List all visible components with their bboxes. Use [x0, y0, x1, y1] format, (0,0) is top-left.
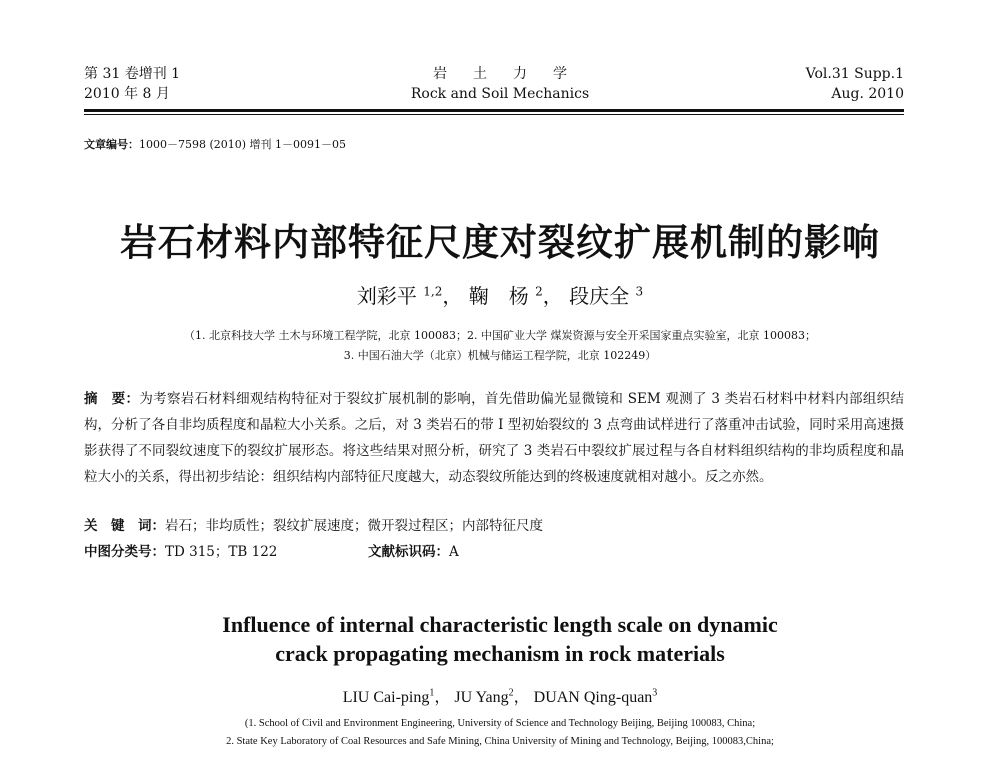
author-name-en: DUAN Qing-quan: [533, 689, 653, 706]
abstract-label: 摘 要：: [84, 391, 140, 407]
authors-en: [0, 684, 1000, 707]
keywords-text: 岩石；非均质性；裂纹扩展速度；微开裂过程区；内部特征尺度: [165, 518, 543, 534]
author-name: 刘彩平: [356, 284, 417, 308]
author-affiliation-mark: 3: [635, 284, 644, 299]
document-code-text: A: [449, 544, 459, 560]
author-name: 鞠 杨: [468, 284, 529, 308]
title-en-line: Influence of internal characteristic length scale on dynamic: [222, 612, 778, 637]
article-number-label: 文章编号：: [84, 138, 139, 151]
affiliations-en: [0, 715, 1000, 751]
affiliations-cn: [0, 326, 1000, 366]
author-separator: ，: [513, 689, 530, 706]
journal-volume-info-en: [806, 64, 904, 104]
author-name-en: LIU Cai-ping: [342, 689, 430, 706]
affiliation-line: 3. 中国石油大学（北京）机械与储运工程学院，北京 102249）: [343, 349, 657, 362]
classification-cn: [84, 540, 277, 560]
author-separator: ，: [442, 284, 463, 308]
journal-volume-info: [84, 64, 180, 104]
journal-name-cn: 岩土力学: [433, 66, 593, 82]
authors-cn: [0, 280, 1000, 309]
volume-issue-en: Vol.31 Supp.1: [805, 66, 904, 82]
journal-name: [360, 64, 640, 104]
paper-title-en: [0, 610, 1000, 668]
abstract-cn: [84, 386, 904, 490]
author-affiliation-mark: 2: [535, 284, 543, 299]
author-affiliation-mark: 3: [652, 687, 658, 699]
author-name: 段庆全: [569, 284, 630, 308]
author-separator: ，: [542, 284, 563, 308]
publication-date-en: Aug. 2010: [831, 86, 904, 102]
author-affiliation-mark: 1,2: [423, 284, 443, 299]
classification-text: TD 315；TB 122: [165, 544, 278, 560]
author-separator: ，: [434, 689, 451, 706]
publication-date: 2010 年 8 月: [84, 86, 170, 102]
author-name-en: JU Yang: [454, 689, 509, 706]
affiliation-line: （1. 北京科技大学 土木与环境工程学院，北京 100083；2. 中国矿业大学 煤炭资源与安全开采国家重点实验室，北京 100083；: [184, 329, 816, 342]
document-code-cn: [368, 540, 459, 560]
affiliation-line-en: 2. State Key Laboratory of Coal Resources and Safe Mining, China University of Mining and Technology, Beijing, 100083,China;: [226, 736, 774, 747]
journal-name-en: Rock and Soil Mechanics: [410, 86, 590, 102]
volume-issue: 第 31 卷增刊 1: [84, 66, 181, 82]
article-number: [84, 136, 346, 152]
keywords-cn: [84, 514, 543, 534]
paper-title-cn: 岩石材料内部特征尺度对裂纹扩展机制的影响: [120, 221, 880, 264]
abstract-text: 为考察岩石材料细观结构特征对于裂纹扩展机制的影响，首先借助偏光显微镜和 SEM 观测了 3 类岩石材料中材料内部组织结构，分析了各自非均质程度和晶粒大小关系。之后，对 3 类岩石的带 I 型初始裂纹的 3 点弯曲试样进行了落重冲击试验，同时采用高速摄影获得了不同裂纹速度下的裂纹扩展形态。将这些结果对照分析，研究了 3 类岩石中裂纹扩展过程与各自材料组织结构的非均质程度和晶粒大小的关系，得出初步结论：组织结构内部特征尺度越大，动态裂纹所能达到的终极速度就相对越小。反之亦然。: [84, 391, 905, 485]
article-number-value: 1000－7598 (2010) 增刊 1－0091－05: [139, 138, 347, 151]
author-affiliation-mark: 1: [429, 687, 435, 699]
header-rule-thick: [84, 109, 904, 112]
keywords-label: 关 键 词：: [84, 518, 165, 534]
classification-label: 中图分类号：: [84, 544, 165, 560]
header-rule-thin: [84, 114, 904, 115]
affiliation-line-en: (1. School of Civil and Environment Engineering, University of Science and Technology Beijing, Beijing 100083, China;: [244, 718, 756, 729]
title-en-line: crack propagating mechanism in rock materials: [275, 641, 725, 666]
document-code-label: 文献标识码：: [368, 544, 449, 560]
author-affiliation-mark: 2: [508, 687, 514, 699]
